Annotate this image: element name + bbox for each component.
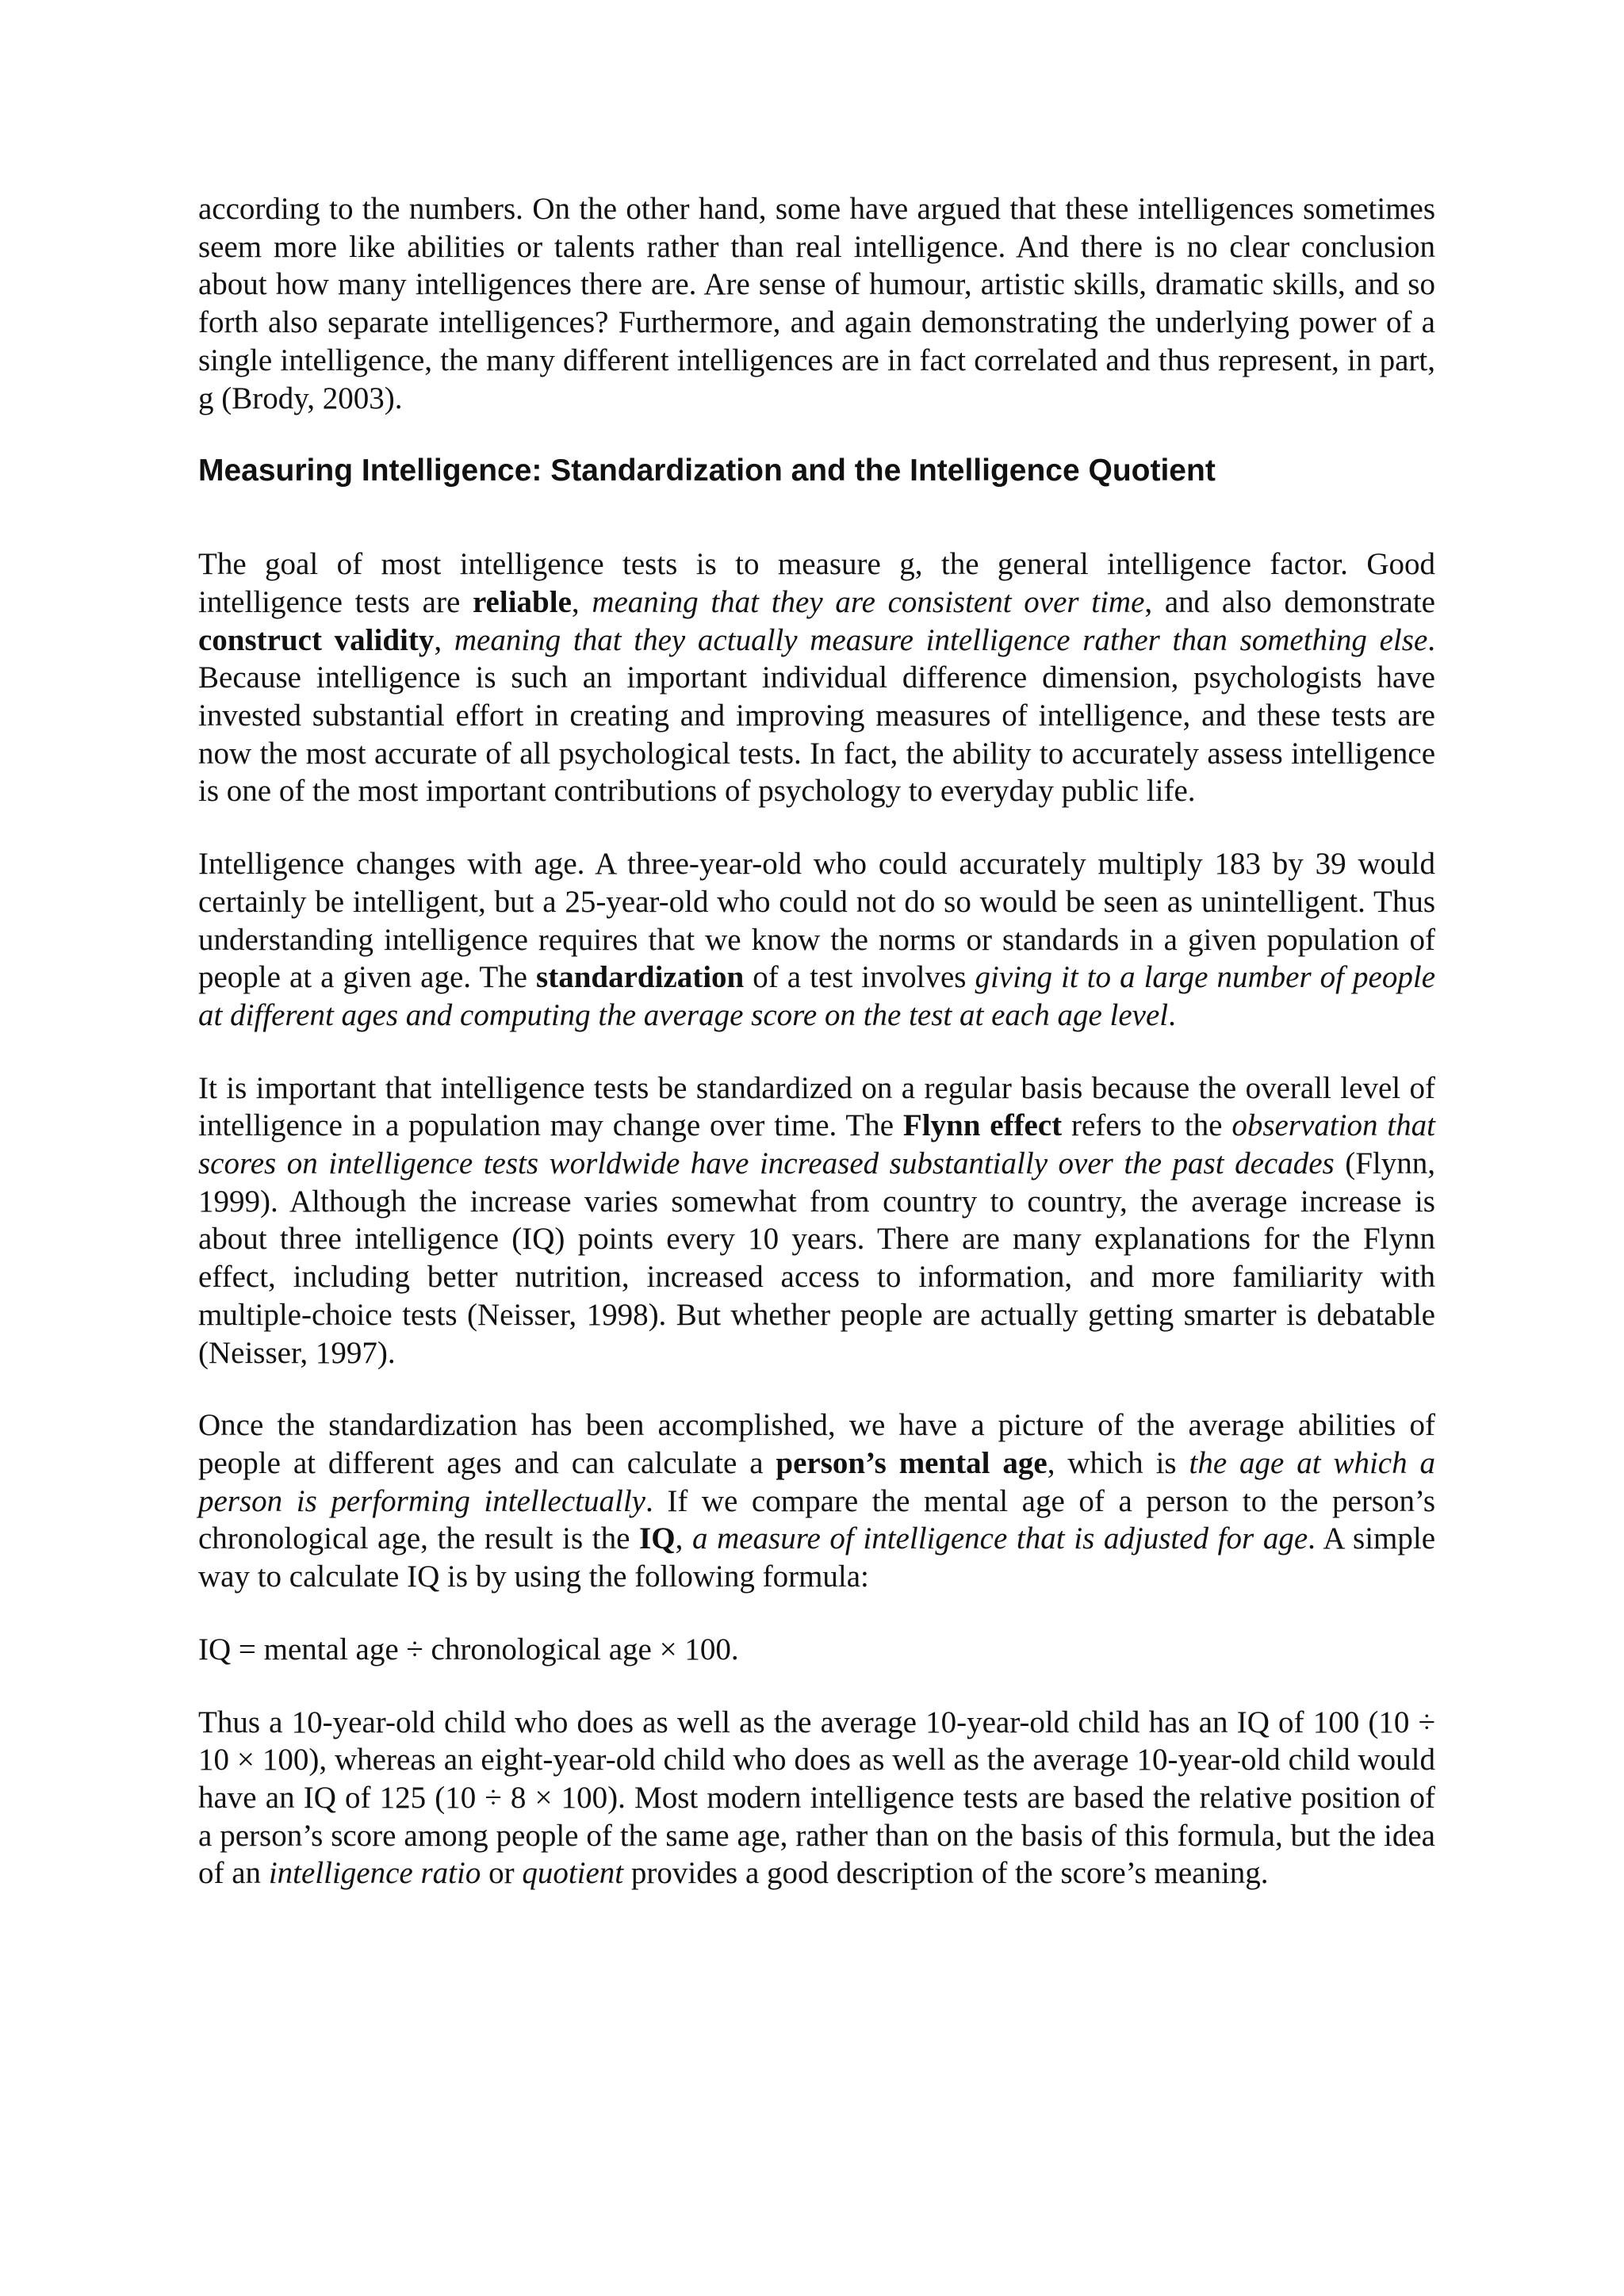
text: It is important that intelligence tests be standardized on a regular basis because the overall level of intelligence in a population may change over time. The (198, 1070, 1435, 1143)
term-mental-age: person’s mental age (776, 1445, 1048, 1480)
definition-standardization: giving it to a large number of people at different ages and computing the average score on the test at each age level (198, 960, 1436, 1032)
paragraph-flynn-effect (198, 1070, 1435, 1372)
text: . If we compare the mental age of a person to the person’s chronological age, the result is the (198, 1483, 1435, 1556)
definition-reliable: meaning that they are consistent over time (592, 584, 1145, 619)
term-flynn-effect: Flynn effect (902, 1108, 1063, 1143)
text: or (481, 1856, 523, 1891)
text: Intelligence changes with age. A three-year-old who could accurately multiply 183 by 39 would certainly be intelligent, but a 25-year-old who could not do so would be seen as unintelligent. Thus understanding intelligence requires that we know the norms or standards in a given population of people at a given age. The (198, 847, 1435, 995)
term-iq: IQ (639, 1521, 676, 1556)
text: . Because intelligence is such an important individual difference dimension, psychologists have invested substantial effort in creating and improving measures of intelligence, and these tests are now the most accurate of all psychological tests. In fact, the ability to accurately assess intelligence is one of the most important contributions of psychology to everyday public life. (198, 622, 1436, 809)
text: The goal of most intelligence tests is to measure g, the general intelligence factor. Good intelligence tests are (198, 547, 1435, 619)
text: , (571, 584, 592, 619)
section-heading: Measuring Intelligence: Standardization and the Intelligence Quotient (198, 453, 1216, 488)
term-construct-validity: construct validity (198, 622, 435, 657)
text: . A simple way to calculate IQ is by using the following formula: (198, 1521, 1436, 1594)
text: Thus a 10-year-old child who does as well as the average 10-year-old child has an IQ of 100 (10 ÷ 10 × 100), whereas an eight-year-old child who does as well as the average 10-year-old child would have an IQ of 125 (10 ÷ 8 × 100). Most modern intelligence tests are based the relative position of a person’s score among people of the same age, rather than on the basis of this formula, but the idea of an (198, 1705, 1435, 1891)
term-quotient: quotient (522, 1856, 624, 1891)
term-standardization: standardization (536, 960, 745, 995)
paragraph-intro-continuation (198, 190, 1435, 417)
text: , (675, 1521, 692, 1556)
definition-flynn-effect: observation that scores on intelligence tests worldwide have increased substantially over the past decades (198, 1108, 1435, 1181)
text: according to the numbers. On the other hand, some have argued that these intelligences sometimes seem more like abilities or talents rather than real intelligence. And there is no clear conclusion about how many intelligences there are. Are sense of humour, artistic skills, dramatic skills, and so forth also separate intelligences? Furthermore, and again demonstrating the underlying power of a single intelligence, the many different intelligences are in fact correlated and thus represent, in part, g (Brody, 2003). (198, 192, 1435, 415)
document-page (198, 190, 1435, 1927)
definition-mental-age: the age at which a person is performing intellectually (198, 1445, 1436, 1518)
text: Once the standardization has been accomplished, we have a picture of the average abilities of people at different ages and can calculate a (198, 1408, 1435, 1480)
term-intelligence-ratio: intelligence ratio (268, 1856, 481, 1891)
paragraph-mental-age (198, 1406, 1435, 1596)
definition-construct-validity: meaning that they actually measure intelligence rather than something else (454, 622, 1428, 657)
paragraph-age-changes (198, 845, 1435, 1035)
iq-formula: IQ = mental age ÷ chronological age × 100. (198, 1632, 739, 1667)
term-reliable: reliable (472, 584, 572, 619)
paragraph-goal-of-tests (198, 545, 1435, 810)
definition-iq: a measure of intelligence that is adjusted for age (691, 1521, 1308, 1556)
text: provides a good description of the score’s meaning. (623, 1856, 1269, 1891)
paragraph-iq-example (198, 1704, 1435, 1893)
text: refers to the (1062, 1108, 1232, 1143)
text: . (1168, 997, 1176, 1032)
text: , which is (1047, 1445, 1189, 1480)
text: (Flynn, 1999). Although the increase varies somewhat from country to country, the average increase is about three intelligence (IQ) points every 10 years. There are many explanations for the Flynn effect, including better nutrition, increased access to information, and more familiarity with multiple-choice tests (Neisser, 1998). But whether people are actually getting smarter is debatable (Neisser, 1997). (198, 1146, 1435, 1370)
text: , and also demonstrate (1144, 584, 1435, 619)
text: , (434, 622, 454, 657)
text: of a test involves (744, 960, 975, 995)
